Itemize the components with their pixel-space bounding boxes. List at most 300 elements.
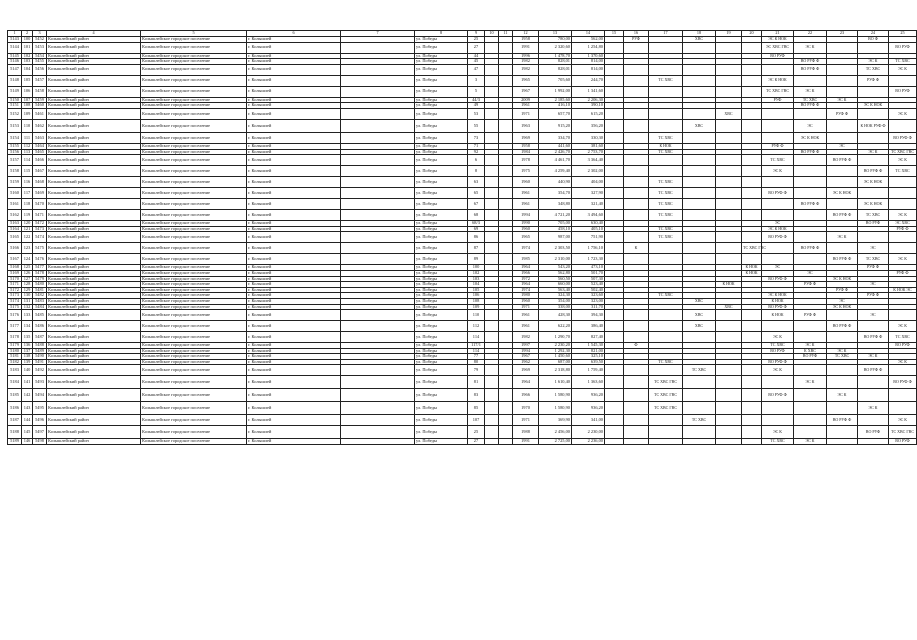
- table-cell: [499, 254, 513, 265]
- table-cell: 5459: [33, 97, 47, 103]
- table-row: [8, 402, 917, 415]
- table-cell: ЭС К: [889, 64, 917, 75]
- table-cell: [683, 199, 716, 210]
- table-cell: 4 721,20: [539, 210, 572, 221]
- table-cell: [683, 439, 716, 445]
- table-cell: [716, 232, 742, 243]
- table-cell: [605, 426, 624, 439]
- table-cell: [499, 188, 513, 199]
- table-cell: ТС ХВС ГВС: [649, 376, 683, 389]
- table-cell: ХВС: [683, 37, 716, 43]
- table-cell: Колышлейский район: [47, 354, 141, 360]
- table-cell: Колышлейское городское поселение: [141, 359, 247, 365]
- table-cell: [742, 389, 762, 402]
- table-cell: [624, 108, 649, 119]
- table-cell: Колышлейский район: [47, 348, 141, 354]
- table-cell: [742, 310, 762, 321]
- table-cell: [485, 254, 499, 265]
- table-cell: 5462: [33, 119, 47, 132]
- table-cell: 1974: [513, 287, 539, 293]
- table-cell: г. Колышлей: [247, 276, 341, 282]
- table-cell: [649, 321, 683, 332]
- table-cell: 404,00: [572, 177, 605, 188]
- table-cell: 1978: [513, 155, 539, 166]
- table-cell: ул. Победы: [415, 149, 468, 155]
- table-cell: 1966: [513, 389, 539, 402]
- table-cell: [341, 166, 415, 177]
- table-cell: 5144: [8, 42, 22, 53]
- table-cell: 134: [22, 321, 33, 332]
- table-cell: 136: [22, 343, 33, 349]
- table-cell: [624, 389, 649, 402]
- table-row: [8, 415, 917, 426]
- table-cell: г. Колышлей: [247, 103, 341, 109]
- table-cell: ТС ХВС: [683, 365, 716, 376]
- table-cell: [624, 119, 649, 132]
- table-cell: 814,00: [572, 59, 605, 65]
- table-cell: [762, 321, 794, 332]
- table-cell: 1 610,40: [539, 376, 572, 389]
- table-cell: ТС ХВС: [827, 354, 858, 360]
- table-cell: г. Колышлей: [247, 287, 341, 293]
- table-cell: [499, 199, 513, 210]
- table-cell: [683, 166, 716, 177]
- table-cell: 102: [468, 270, 485, 276]
- table-cell: ТС ХВС: [649, 232, 683, 243]
- table-cell: 354,70: [539, 188, 572, 199]
- table-cell: г. Колышлей: [247, 177, 341, 188]
- table-cell: [827, 166, 858, 177]
- table-cell: 987,00: [539, 232, 572, 243]
- column-number: 4: [47, 31, 141, 37]
- table-cell: [624, 166, 649, 177]
- table-cell: 44/3: [468, 97, 485, 103]
- table-cell: Колышлейский район: [47, 103, 141, 109]
- table-cell: 5472: [33, 221, 47, 227]
- table-cell: ЭС: [794, 119, 827, 132]
- table-cell: [858, 188, 889, 199]
- table-cell: 507,30: [572, 276, 605, 282]
- table-cell: 1 580,90: [539, 389, 572, 402]
- table-cell: [624, 42, 649, 53]
- table-cell: 936,20: [572, 402, 605, 415]
- table-cell: [649, 426, 683, 439]
- table-cell: 89: [468, 254, 485, 265]
- table-cell: К НОК: [742, 265, 762, 271]
- table-cell: ул. Победы: [415, 332, 468, 343]
- table-cell: 125: [22, 265, 33, 271]
- table-row: [8, 310, 917, 321]
- table-cell: г. Колышлей: [247, 343, 341, 349]
- table-cell: 639,50: [572, 359, 605, 365]
- table-cell: Колышлейский район: [47, 304, 141, 310]
- table-cell: [605, 199, 624, 210]
- table-cell: 321,40: [572, 199, 605, 210]
- table-cell: Колышлейский район: [47, 232, 141, 243]
- table-cell: ЭС: [858, 310, 889, 321]
- table-cell: [742, 210, 762, 221]
- table-cell: РУФ Ф: [889, 270, 917, 276]
- table-cell: г. Колышлей: [247, 59, 341, 65]
- table-cell: Колышлейский район: [47, 210, 141, 221]
- table-cell: 5494: [33, 389, 47, 402]
- table-cell: 112: [468, 321, 485, 332]
- table-cell: Колышлейский район: [47, 282, 141, 288]
- column-number: 11: [499, 31, 513, 37]
- table-cell: [889, 177, 917, 188]
- table-cell: [889, 232, 917, 243]
- table-cell: 4 461,70: [539, 155, 572, 166]
- table-cell: [794, 426, 827, 439]
- table-cell: [762, 64, 794, 75]
- table-row: [8, 188, 917, 199]
- table-cell: 2 236,00: [572, 439, 605, 445]
- table-cell: г. Колышлей: [247, 64, 341, 75]
- table-cell: [827, 119, 858, 132]
- table-cell: [794, 166, 827, 177]
- table-cell: 543,20: [539, 265, 572, 271]
- table-cell: [762, 254, 794, 265]
- table-cell: [485, 210, 499, 221]
- table-cell: ул. Победы: [415, 75, 468, 86]
- table-cell: 144: [22, 415, 33, 426]
- housing-register-table: [7, 30, 917, 445]
- table-cell: Колышлейское городское поселение: [141, 389, 247, 402]
- table-cell: [499, 75, 513, 86]
- table-cell: ВО РУФ: [858, 426, 889, 439]
- table-cell: 1 450,60: [539, 354, 572, 360]
- table-cell: Колышлейское городское поселение: [141, 97, 247, 103]
- table-cell: ТС ХВС: [683, 415, 716, 426]
- table-cell: [624, 321, 649, 332]
- table-cell: 1 341,60: [572, 86, 605, 97]
- table-cell: 5154: [8, 132, 22, 143]
- table-cell: [605, 232, 624, 243]
- table-cell: 73: [468, 132, 485, 143]
- column-number: 12: [513, 31, 539, 37]
- table-cell: [605, 365, 624, 376]
- table-cell: 5147: [8, 64, 22, 75]
- table-cell: 5452: [33, 37, 47, 43]
- table-cell: 100: [22, 37, 33, 43]
- table-cell: 1965: [513, 75, 539, 86]
- table-cell: [742, 132, 762, 143]
- table-cell: [762, 415, 794, 426]
- table-cell: 47: [468, 64, 485, 75]
- table-cell: [827, 199, 858, 210]
- table-cell: 5468: [33, 177, 47, 188]
- table-cell: Колышлейское городское поселение: [141, 119, 247, 132]
- column-number: 5: [141, 31, 247, 37]
- table-cell: ул. Победы: [415, 282, 468, 288]
- table-cell: 5495: [33, 402, 47, 415]
- column-number: 23: [827, 31, 858, 37]
- table-cell: 5498: [33, 439, 47, 445]
- table-cell: г. Колышлей: [247, 293, 341, 299]
- table-cell: [499, 365, 513, 376]
- table-cell: 1962: [513, 359, 539, 365]
- table-cell: 5164: [8, 226, 22, 232]
- table-cell: Колышлейский район: [47, 53, 141, 59]
- table-cell: [499, 243, 513, 254]
- table-cell: г. Колышлей: [247, 389, 341, 402]
- table-cell: Колышлейский район: [47, 97, 141, 103]
- table-cell: 1994: [513, 210, 539, 221]
- table-cell: 5467: [33, 166, 47, 177]
- table-cell: 5454: [33, 53, 47, 59]
- table-cell: 1988: [513, 426, 539, 439]
- table-cell: РУФ Ф: [762, 143, 794, 149]
- table-cell: г. Колышлей: [247, 37, 341, 43]
- table-cell: 1960: [513, 226, 539, 232]
- table-cell: [716, 243, 742, 254]
- table-cell: Колышлейский район: [47, 108, 141, 119]
- table-cell: 2 230,00: [572, 426, 605, 439]
- table-cell: 381,60: [572, 143, 605, 149]
- table-cell: 1 292,30: [539, 348, 572, 354]
- table-cell: 1980: [513, 293, 539, 299]
- table-cell: [794, 75, 827, 86]
- table-cell: ЭС К: [889, 254, 917, 265]
- table-cell: ЭС: [858, 243, 889, 254]
- table-cell: г. Колышлей: [247, 415, 341, 426]
- table-cell: [742, 376, 762, 389]
- table-cell: [716, 426, 742, 439]
- table-cell: [605, 402, 624, 415]
- table-cell: 1 759,40: [572, 365, 605, 376]
- table-cell: [683, 332, 716, 343]
- column-number: 22: [794, 31, 827, 37]
- table-cell: 1982: [513, 332, 539, 343]
- table-cell: 69: [468, 226, 485, 232]
- table-cell: 354,00: [539, 298, 572, 304]
- table-cell: 123: [22, 243, 33, 254]
- table-cell: 1975: [513, 166, 539, 177]
- table-cell: ХВС: [683, 119, 716, 132]
- table-cell: 5453: [33, 42, 47, 53]
- table-cell: [485, 232, 499, 243]
- table-cell: 5475: [33, 243, 47, 254]
- table-cell: ул. Победы: [415, 254, 468, 265]
- table-cell: 139: [22, 359, 33, 365]
- table-cell: г. Колышлей: [247, 221, 341, 227]
- table-cell: [485, 389, 499, 402]
- table-cell: 55: [468, 119, 485, 132]
- table-cell: [485, 155, 499, 166]
- table-cell: Колышлейское городское поселение: [141, 415, 247, 426]
- table-cell: [499, 376, 513, 389]
- table-row: [8, 254, 917, 265]
- table-cell: 1964: [513, 265, 539, 271]
- table-cell: 5177: [8, 321, 22, 332]
- table-cell: К НОК: [742, 270, 762, 276]
- table-cell: 440,90: [539, 177, 572, 188]
- table-cell: ул. Победы: [415, 86, 468, 97]
- table-cell: 5181: [8, 354, 22, 360]
- table-cell: 3: [468, 75, 485, 86]
- table-cell: 5473: [33, 226, 47, 232]
- table-cell: ВО РУФ Ф: [762, 232, 794, 243]
- table-cell: 108: [468, 298, 485, 304]
- table-cell: 1 545,30: [572, 343, 605, 349]
- table-cell: 330,30: [572, 132, 605, 143]
- table-cell: 5185: [8, 389, 22, 402]
- column-number: 9: [468, 31, 485, 37]
- table-row: [8, 64, 917, 75]
- table-cell: [624, 75, 649, 86]
- table-cell: [683, 389, 716, 402]
- table-cell: Колышлейский район: [47, 254, 141, 265]
- table-cell: 5490: [33, 354, 47, 360]
- table-cell: 5183: [8, 365, 22, 376]
- table-cell: 325,10: [572, 354, 605, 360]
- table-cell: г. Колышлей: [247, 75, 341, 86]
- table-cell: [605, 108, 624, 119]
- table-cell: [649, 243, 683, 254]
- table-cell: РУФ Ф: [827, 108, 858, 119]
- table-cell: 348,80: [539, 199, 572, 210]
- table-cell: [341, 177, 415, 188]
- table-cell: 780,00: [539, 37, 572, 43]
- table-cell: РУФ: [762, 97, 794, 103]
- table-cell: ул. Победы: [415, 376, 468, 389]
- table-cell: 27: [468, 42, 485, 53]
- table-cell: 1966: [513, 270, 539, 276]
- table-cell: 107: [22, 97, 33, 103]
- table-cell: г. Колышлей: [247, 270, 341, 276]
- table-cell: ул. Победы: [415, 287, 468, 293]
- table-cell: 473,10: [572, 265, 605, 271]
- table-cell: [742, 119, 762, 132]
- table-cell: Колышлейское городское поселение: [141, 221, 247, 227]
- table-cell: ЭС: [762, 265, 794, 271]
- table-cell: [858, 108, 889, 119]
- table-cell: 5: [468, 86, 485, 97]
- table-cell: ВО РУФ Ф: [794, 243, 827, 254]
- table-cell: ул. Победы: [415, 276, 468, 282]
- table-cell: ЭС К НОК: [762, 37, 794, 43]
- table-cell: ВО РУФ Ф: [762, 389, 794, 402]
- table-cell: ул. Победы: [415, 298, 468, 304]
- table-cell: [485, 199, 499, 210]
- table-cell: Колышлейское городское поселение: [141, 226, 247, 232]
- table-cell: 124: [22, 254, 33, 265]
- table-cell: [485, 402, 499, 415]
- table-cell: [341, 188, 415, 199]
- table-cell: ТС ХВС ГВС: [889, 426, 917, 439]
- table-cell: [683, 210, 716, 221]
- table-cell: 5163: [8, 221, 22, 227]
- table-cell: 687,00: [539, 359, 572, 365]
- table-cell: Колышлейское городское поселение: [141, 75, 247, 86]
- table-cell: [605, 210, 624, 221]
- table-cell: ВО РУФ: [858, 221, 889, 227]
- table-cell: [889, 389, 917, 402]
- table-body: [8, 31, 917, 445]
- table-cell: 5179: [8, 343, 22, 349]
- table-cell: 111: [22, 132, 33, 143]
- table-cell: [605, 254, 624, 265]
- table-cell: [605, 166, 624, 177]
- table-cell: ул. Победы: [415, 37, 468, 43]
- table-cell: 5161: [8, 199, 22, 210]
- table-cell: 5485: [33, 310, 47, 321]
- table-cell: 5488: [33, 343, 47, 349]
- table-cell: [716, 155, 742, 166]
- table-cell: ТС ХВС: [858, 210, 889, 221]
- table-cell: 2 753,70: [572, 149, 605, 155]
- table-cell: [341, 365, 415, 376]
- table-cell: [762, 119, 794, 132]
- table-cell: ТС ХВС: [649, 226, 683, 232]
- table-cell: [794, 365, 827, 376]
- table-cell: 1971: [513, 304, 539, 310]
- table-cell: 1984: [513, 149, 539, 155]
- table-cell: [624, 402, 649, 415]
- table-cell: [605, 376, 624, 389]
- table-cell: 5149: [8, 86, 22, 97]
- table-cell: ХВС: [683, 321, 716, 332]
- table-cell: [858, 155, 889, 166]
- table-cell: 5484: [33, 304, 47, 310]
- table-cell: [889, 310, 917, 321]
- table-cell: [341, 42, 415, 53]
- table-cell: ЭС К: [827, 97, 858, 103]
- table-cell: Колышлейский район: [47, 298, 141, 304]
- table-cell: [485, 376, 499, 389]
- table-cell: [794, 321, 827, 332]
- table-cell: г. Колышлей: [247, 265, 341, 271]
- table-cell: 115: [22, 166, 33, 177]
- table-cell: [341, 439, 415, 445]
- table-cell: г. Колышлей: [247, 97, 341, 103]
- table-cell: Колышлейское городское поселение: [141, 188, 247, 199]
- table-cell: ЭС К: [858, 402, 889, 415]
- table-cell: ЭС К НОК: [827, 304, 858, 310]
- table-cell: г. Колышлей: [247, 155, 341, 166]
- table-cell: 386,40: [572, 321, 605, 332]
- table-cell: ЭС К НОК: [827, 188, 858, 199]
- table-cell: ВО РУФ Ф: [794, 59, 827, 65]
- table-cell: 68/3: [468, 221, 485, 227]
- table-cell: [624, 210, 649, 221]
- table-cell: 127: [22, 276, 33, 282]
- table-cell: ТС ХВС ГВС: [649, 402, 683, 415]
- table-cell: [683, 108, 716, 119]
- column-number: 24: [858, 31, 889, 37]
- table-cell: [624, 232, 649, 243]
- table-cell: г. Колышлей: [247, 332, 341, 343]
- table-cell: Колышлейское городское поселение: [141, 282, 247, 288]
- table-cell: Колышлейский район: [47, 389, 141, 402]
- table-cell: 5170: [8, 276, 22, 282]
- table-cell: г. Колышлей: [247, 108, 341, 119]
- table-cell: [485, 426, 499, 439]
- table-cell: ЭС К: [794, 42, 827, 53]
- table-cell: 5143: [8, 37, 22, 43]
- table-cell: 323,60: [572, 293, 605, 299]
- table-cell: 65: [468, 188, 485, 199]
- table-cell: 5487: [33, 332, 47, 343]
- table-cell: Колышлейское городское поселение: [141, 210, 247, 221]
- table-cell: 1967: [513, 354, 539, 360]
- table-cell: 334,70: [539, 132, 572, 143]
- table-cell: ул. Победы: [415, 415, 468, 426]
- table-cell: 5176: [8, 310, 22, 321]
- table-cell: [341, 86, 415, 97]
- table-cell: [485, 177, 499, 188]
- table-cell: 113: [22, 149, 33, 155]
